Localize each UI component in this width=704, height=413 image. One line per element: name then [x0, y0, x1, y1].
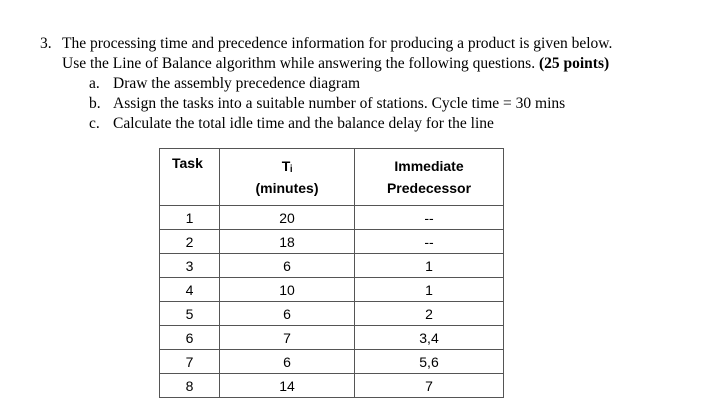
- part-b: [40, 94, 680, 114]
- header-time-line1: Tᵢ: [281, 158, 293, 174]
- cell-time: 10: [220, 278, 355, 302]
- question-line-2: [40, 54, 680, 74]
- part-a-label: a.: [89, 75, 100, 92]
- cell-time: 6: [220, 302, 355, 326]
- header-task: [160, 149, 220, 206]
- table-row: [160, 230, 504, 254]
- cell-predecessor: --: [355, 230, 504, 254]
- cell-time: 6: [220, 254, 355, 278]
- question-block: [40, 34, 680, 134]
- cell-task: 8: [160, 374, 220, 398]
- header-pred-line2: Predecessor: [386, 180, 472, 196]
- points-label: (25 points): [538, 55, 610, 72]
- part-a: [40, 74, 680, 94]
- cell-time: 7: [220, 326, 355, 350]
- table-row: [160, 254, 504, 278]
- cell-task: 5: [160, 302, 220, 326]
- cell-predecessor: 2: [355, 302, 504, 326]
- table-row: [160, 350, 504, 374]
- question-text-2: Use the Line of Balance algorithm while answering the following questions.: [62, 55, 536, 72]
- table-row: [160, 302, 504, 326]
- cell-time: 20: [220, 206, 355, 230]
- header-predecessor: [355, 149, 504, 206]
- table-row: [160, 326, 504, 350]
- cell-predecessor: 1: [355, 278, 504, 302]
- header-pred-line1: Immediate: [394, 158, 464, 174]
- cell-predecessor: 1: [355, 254, 504, 278]
- header-task-label: Task: [172, 155, 203, 171]
- question-text-1: The processing time and precedence information for producing a product is given below.: [62, 35, 613, 52]
- cell-predecessor: 7: [355, 374, 504, 398]
- cell-task: 3: [160, 254, 220, 278]
- table-row: [160, 374, 504, 398]
- cell-task: 1: [160, 206, 220, 230]
- cell-task: 4: [160, 278, 220, 302]
- cell-task: 2: [160, 230, 220, 254]
- table-header-row: [160, 149, 504, 206]
- cell-task: 7: [160, 350, 220, 374]
- question-line-1: [40, 34, 680, 54]
- part-c: [40, 114, 680, 134]
- table-row: [160, 278, 504, 302]
- task-table: [159, 148, 504, 398]
- cell-time: 18: [220, 230, 355, 254]
- header-time-line2: (minutes): [255, 180, 319, 196]
- part-a-text: Draw the assembly precedence diagram: [113, 75, 361, 92]
- cell-predecessor: 3,4: [355, 326, 504, 350]
- question-number: 3.: [40, 35, 52, 52]
- cell-time: 14: [220, 374, 355, 398]
- part-c-text: Calculate the total idle time and the balance delay for the line: [113, 115, 494, 132]
- part-c-label: c.: [89, 115, 100, 132]
- cell-predecessor: --: [355, 206, 504, 230]
- header-time: [220, 149, 355, 206]
- cell-predecessor: 5,6: [355, 350, 504, 374]
- part-b-text: Assign the tasks into a suitable number of stations. Cycle time = 30 mins: [113, 95, 566, 112]
- table-row: [160, 206, 504, 230]
- part-b-label: b.: [89, 95, 101, 112]
- cell-time: 6: [220, 350, 355, 374]
- cell-task: 6: [160, 326, 220, 350]
